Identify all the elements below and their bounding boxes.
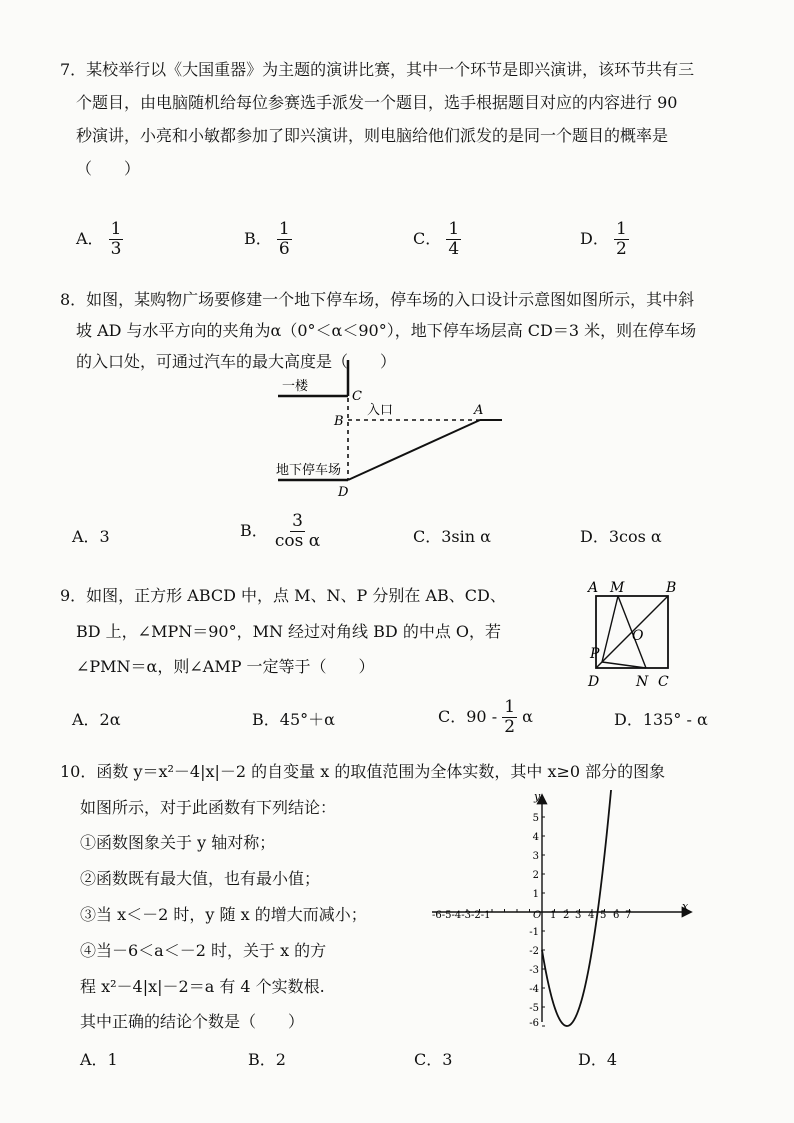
label-b: B [666,580,677,596]
svg-text:-2: -2 [529,946,539,957]
label-a: A [474,403,484,418]
label-floor1: 一楼 [282,379,309,394]
svg-text:3: 3 [575,910,582,921]
svg-text:2: 2 [532,870,539,881]
q8-line3: 的入口处，可通过汽车的最大高度是（ ） [76,352,397,371]
q10-conclusion-2: ②函数既有最大值，也有最小值； [80,869,321,888]
svg-text:2: 2 [563,910,570,921]
label-o: O [632,628,644,644]
q8-figure [270,352,530,502]
x-axis-label: x [682,900,689,913]
q9-option-c[interactable]: C．90 - $\frac{1}{2}$ α [438,697,533,737]
svg-text:7: 7 [625,910,632,921]
svg-text:-6: -6 [529,1018,539,1028]
q8-line2: 坡 AD 与水平方向的夹角为α（0°＜α＜90°），地下停车场层高 CD＝3 米，则在停车场 [76,321,697,340]
q7-option-c[interactable]: C． $\frac{1}{4}$ [413,219,460,259]
svg-text:5: 5 [532,813,539,824]
q7-paren: （ ） [76,159,141,178]
q10-ask: 其中正确的结论个数是（ ） [80,1012,305,1031]
q8-option-a[interactable]: A．3 [72,527,110,546]
q10-graph [428,790,700,1028]
q7-option-b[interactable]: B． $\frac{1}{6}$ [244,219,290,259]
label-p: P [590,646,600,662]
y-axis-label: y [534,790,541,803]
q10-option-b[interactable]: B．2 [248,1050,286,1069]
svg-text:-4: -4 [529,984,539,995]
function-curve [542,790,614,1026]
label-basement: 地下停车场 [276,463,342,478]
label-c: C [658,674,669,690]
q9-line2: BD 上，∠MPN＝90°，MN 经过对角线 BD 的中点 O，若 [76,622,502,641]
svg-text:4: 4 [532,832,539,843]
q7-line2: 个题目，由电脑随机给每位参赛选手派发一个题目，选手根据题目对应的内容进行 90 [76,93,678,112]
q8-line1: 8．如图，某购物广场要修建一个地下停车场，停车场的入口设计示意图如图所示，其中斜 [60,290,695,309]
label-a: A [588,580,599,596]
q9-option-d[interactable]: D．135° - α [614,710,708,729]
q7-option-d[interactable]: D． $\frac{1}{2}$ [580,219,627,259]
svg-text:5: 5 [600,910,607,921]
label-d: D [588,674,600,690]
q9-option-a[interactable]: A．2α [72,710,121,729]
q8-option-d[interactable]: D．3cos α [580,527,662,546]
label-c: C [352,389,362,404]
q9-option-b[interactable]: B．45°＋α [252,710,335,729]
q10-option-a[interactable]: A．1 [80,1050,118,1069]
segment-pn [602,662,646,668]
q7-line1: 7．某校举行以《大国重器》为主题的演讲比赛，其中一个环节是即兴演讲，该环节共有三 [60,60,695,79]
q10-conclusion-4b: 程 x²－4|x|－2＝a 有 4 个实数根. [80,977,325,996]
q8-option-c[interactable]: C．3sin α [413,527,491,546]
q7-line3: 秒演讲，小亮和小敏都参加了即兴演讲，则电脑给他们派发的是同一个题目的概率是 [76,126,669,145]
q7-option-a[interactable]: A． $\frac{1}{3}$ [76,219,122,259]
x-tick-labels-positive [550,910,631,921]
x-tick-labels-negative: -6-5-4-3-2-1 [432,910,491,921]
svg-text:-3: -3 [529,965,539,976]
svg-text:1: 1 [532,889,539,900]
label-d: D [338,485,349,500]
label-entrance: 入口 [367,403,394,418]
svg-text:-1: -1 [529,927,539,938]
q9-figure [582,578,682,694]
q10-line2: 如图所示，对于此函数有下列结论： [80,798,337,817]
q9-line3: ∠PMN＝α，则∠AMP 一定等于（ ） [76,657,375,676]
label-b: B [334,414,344,429]
label-m: M [610,580,625,596]
q10-conclusion-1: ①函数图象关于 y 轴对称； [80,833,276,852]
svg-text:3: 3 [532,851,539,862]
q10-option-d[interactable]: D．4 [578,1050,618,1069]
svg-text:-5: -5 [529,1003,539,1014]
q10-line1: 10．函数 y＝x²－4|x|－2 的自变量 x 的取值范围为全体实数，其中 x≥0 部分的图象 [60,762,666,781]
origin-label: O [533,910,542,921]
svg-text:6: 6 [613,910,620,921]
q10-conclusion-3: ③当 x＜－2 时，y 随 x 的增大而减小； [80,905,367,924]
label-n: N [636,674,649,690]
q10-option-c[interactable]: C．3 [414,1050,453,1069]
slope-ad [348,420,480,480]
svg-text:1: 1 [550,910,557,921]
q8-option-b[interactable]: B． $\frac{3}{\text{cos α}}$ [240,511,321,551]
q10-conclusion-4a: ④当－6＜a＜－2 时，关于 x 的方 [80,941,327,960]
q9-line1: 9．如图，正方形 ABCD 中，点 M、N、P 分别在 AB、CD、 [60,586,506,605]
svg-text:4: 4 [588,910,595,921]
segment-mp [602,596,618,662]
